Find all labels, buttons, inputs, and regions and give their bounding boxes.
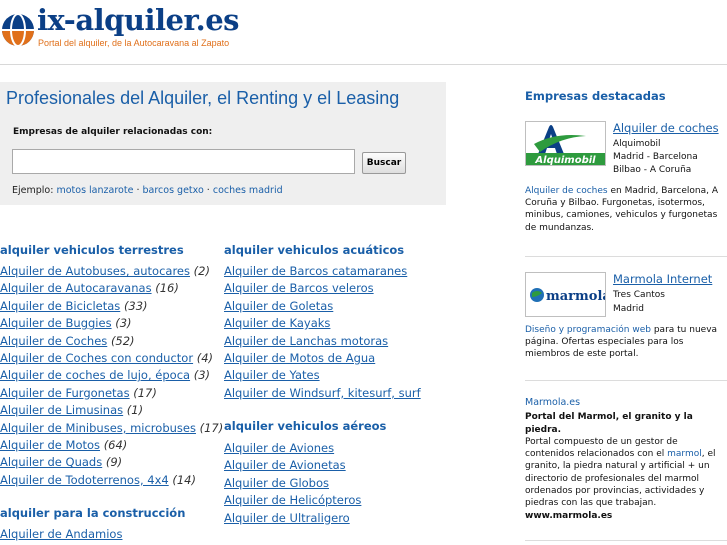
list-item <box>224 315 421 332</box>
category-link[interactable]: Alquiler de Yates <box>224 368 320 383</box>
search-label: Empresas de alquiler relacionadas con: <box>13 127 213 137</box>
company-logo-alquimobil[interactable] <box>525 121 606 166</box>
category-link[interactable]: Alquiler de Limusinas <box>0 403 124 418</box>
company-info-line: Alquimobil <box>613 139 661 149</box>
item-count: (2) <box>193 264 210 278</box>
category-link[interactable]: Alquiler de Autocaravanas <box>0 281 152 296</box>
category-title-terrestres: alquiler vehiculos terrestres <box>0 243 184 257</box>
featured-company-marmola <box>525 272 727 368</box>
marmola-logo-icon <box>526 273 605 316</box>
site-logo[interactable]: ix-alquiler.es <box>37 3 239 37</box>
list-item <box>224 298 421 315</box>
company-desc-text: para tu nueva página. Ofertas especiales para los miembros de este portal. <box>525 325 718 360</box>
category-link[interactable]: Alquiler de Quads <box>0 455 103 470</box>
company-description <box>525 324 727 361</box>
site-tagline: Portal del alquiler, de la Autocaravana al Zapato <box>38 38 230 48</box>
item-count: (3) <box>193 368 211 383</box>
category-link[interactable]: Alquiler de Furgonetas <box>0 385 130 400</box>
category-link[interactable]: Alquiler de Ultraligero <box>224 510 350 525</box>
marmola-promo <box>525 397 727 522</box>
item-count: (17) <box>133 385 157 400</box>
list-item <box>0 367 223 384</box>
list-item <box>0 280 223 297</box>
list-item <box>0 385 223 402</box>
category-list-terrestres <box>0 263 223 489</box>
list-item <box>224 440 361 457</box>
list-item <box>0 298 223 315</box>
category-list-acuaticos <box>224 263 421 402</box>
item-count: (33) <box>123 298 148 313</box>
page-title: Profesionales del Alquiler, el Renting y el Leasing <box>6 88 400 108</box>
category-link[interactable]: Alquiler de Buggies <box>0 316 112 331</box>
search-input[interactable] <box>12 149 355 174</box>
category-link[interactable]: Alquiler de Coches <box>0 333 108 348</box>
promo-headline: Portal del Marmol, el granito y la piedra. <box>525 412 693 435</box>
list-item <box>0 315 223 332</box>
logo-globe-icon[interactable] <box>1 13 35 47</box>
list-item <box>224 280 421 297</box>
category-link[interactable]: Alquiler de Bicicletas <box>0 298 121 313</box>
list-item <box>224 263 421 280</box>
list-item <box>224 385 421 402</box>
category-link[interactable]: Alquiler de Aviones <box>224 441 335 455</box>
category-link[interactable]: Alquiler de Barcos veleros <box>224 281 374 296</box>
category-link[interactable]: Alquiler de Minibuses, microbuses <box>0 420 196 435</box>
item-count: (64) <box>103 437 128 452</box>
item-count: (17) <box>199 420 224 435</box>
item-count: (16) <box>155 281 179 296</box>
list-item <box>0 454 223 471</box>
item-count: (52) <box>110 333 135 348</box>
company-desc-link[interactable]: Diseño y programación web <box>525 325 651 335</box>
list-item <box>224 475 361 492</box>
company-info-line: Madrid <box>613 304 644 314</box>
example-prefix: Ejemplo: <box>12 185 54 196</box>
category-title-acuaticos: alquiler vehiculos acuáticos <box>224 243 405 257</box>
sidebar-title: Empresas destacadas <box>525 89 666 103</box>
category-title-aereos: alquiler vehiculos aéreos <box>224 419 387 433</box>
alquimobil-logo-icon <box>526 122 605 165</box>
item-count: (9) <box>105 455 123 470</box>
sidebar-divider <box>525 540 727 541</box>
category-link[interactable]: Alquiler de Motos de Agua <box>224 350 376 365</box>
company-desc-text: en Madrid, Barcelona, A Coruña y Bilbao. Furgonetas, isotermos, minibus, camiones, vehiculos y furgonetas de mundanzas. <box>525 186 718 233</box>
category-link[interactable]: Alquiler de Barcos catamaranes <box>224 264 408 278</box>
list-item <box>0 333 223 350</box>
category-link[interactable]: Alquiler de Windsurf, kitesurf, surf <box>224 385 421 400</box>
sidebar-divider <box>525 380 727 381</box>
promo-text: Portal compuesto de un gestor de contenidos relacionados con el <box>525 436 678 460</box>
category-link[interactable]: Alquiler de Goletas <box>224 298 334 313</box>
promo-url[interactable]: www.marmola.es <box>525 510 613 521</box>
example-link[interactable]: barcos getxo <box>142 185 204 196</box>
category-link[interactable]: Alquiler de Globos <box>224 475 329 490</box>
company-name-link[interactable]: Marmola Internet <box>613 272 713 286</box>
example-link[interactable]: coches madrid <box>212 185 283 196</box>
category-link[interactable]: Alquiler de Kayaks <box>224 316 331 331</box>
example-link[interactable]: motos lanzarote <box>56 185 134 196</box>
featured-company-alquimobil <box>525 121 727 246</box>
alquimobil-logo-text: Alquimobil <box>535 155 596 165</box>
item-count: (1) <box>126 403 144 418</box>
company-info-line: Tres Cantos <box>613 290 665 300</box>
list-item <box>0 350 223 367</box>
category-list-construccion <box>0 526 122 543</box>
promo-site-link[interactable]: Marmola.es <box>525 397 581 408</box>
category-link[interactable]: Alquiler de Coches con conductor <box>0 350 194 365</box>
category-link[interactable]: Alquiler de Helicópteros <box>224 493 362 508</box>
company-name-link[interactable]: Alquiler de coches <box>613 121 719 135</box>
company-desc-link[interactable]: Alquiler de coches <box>525 186 608 196</box>
list-item <box>224 333 421 350</box>
promo-text: , el granito, la piedra natural y artificial + un directorio de profesionales del marmol ordenados por provincias, actividades y piedras con las que trabajan. <box>525 449 716 509</box>
list-item <box>224 367 421 384</box>
sidebar-divider <box>525 256 727 257</box>
list-item <box>224 492 361 509</box>
company-logo-marmola[interactable] <box>525 272 606 317</box>
item-count: (4) <box>196 350 214 365</box>
search-examples: Ejemplo: motos lanzarote · barcos getxo · coches madrid <box>12 185 283 196</box>
search-button[interactable]: Buscar <box>362 152 406 174</box>
list-item <box>224 457 361 474</box>
list-item <box>224 350 421 367</box>
category-link[interactable]: Alquiler de Lanchas motoras <box>224 333 389 348</box>
category-link[interactable]: Alquiler de Andamios <box>0 527 123 541</box>
list-item <box>224 510 361 527</box>
item-count: (14) <box>172 472 196 487</box>
category-list-aereos <box>224 440 361 527</box>
company-description <box>525 185 727 234</box>
item-count: (3) <box>115 316 132 331</box>
category-link[interactable]: Alquiler de Todoterrenos, 4x4 <box>0 472 169 487</box>
company-info-line: Madrid - Barcelona <box>613 152 698 162</box>
category-title-construccion: alquiler para la construcción <box>0 506 186 520</box>
category-link[interactable]: Alquiler de Autobuses, autocares <box>0 264 190 278</box>
list-item <box>0 437 223 454</box>
list-item <box>0 526 122 543</box>
site-header <box>0 0 727 65</box>
list-item <box>0 472 223 489</box>
marmola-logo-text: marmola <box>546 289 605 304</box>
list-item <box>0 263 223 280</box>
list-item <box>0 402 223 419</box>
category-link[interactable]: Alquiler de Avionetas <box>224 458 346 473</box>
company-info-line: Bilbao - A Coruña <box>613 165 692 175</box>
category-link[interactable]: Alquiler de Motos <box>0 437 101 452</box>
promo-inline-link[interactable]: marmol <box>667 449 702 460</box>
category-link[interactable]: Alquiler de coches de lujo, época <box>0 368 191 383</box>
list-item <box>0 420 223 437</box>
